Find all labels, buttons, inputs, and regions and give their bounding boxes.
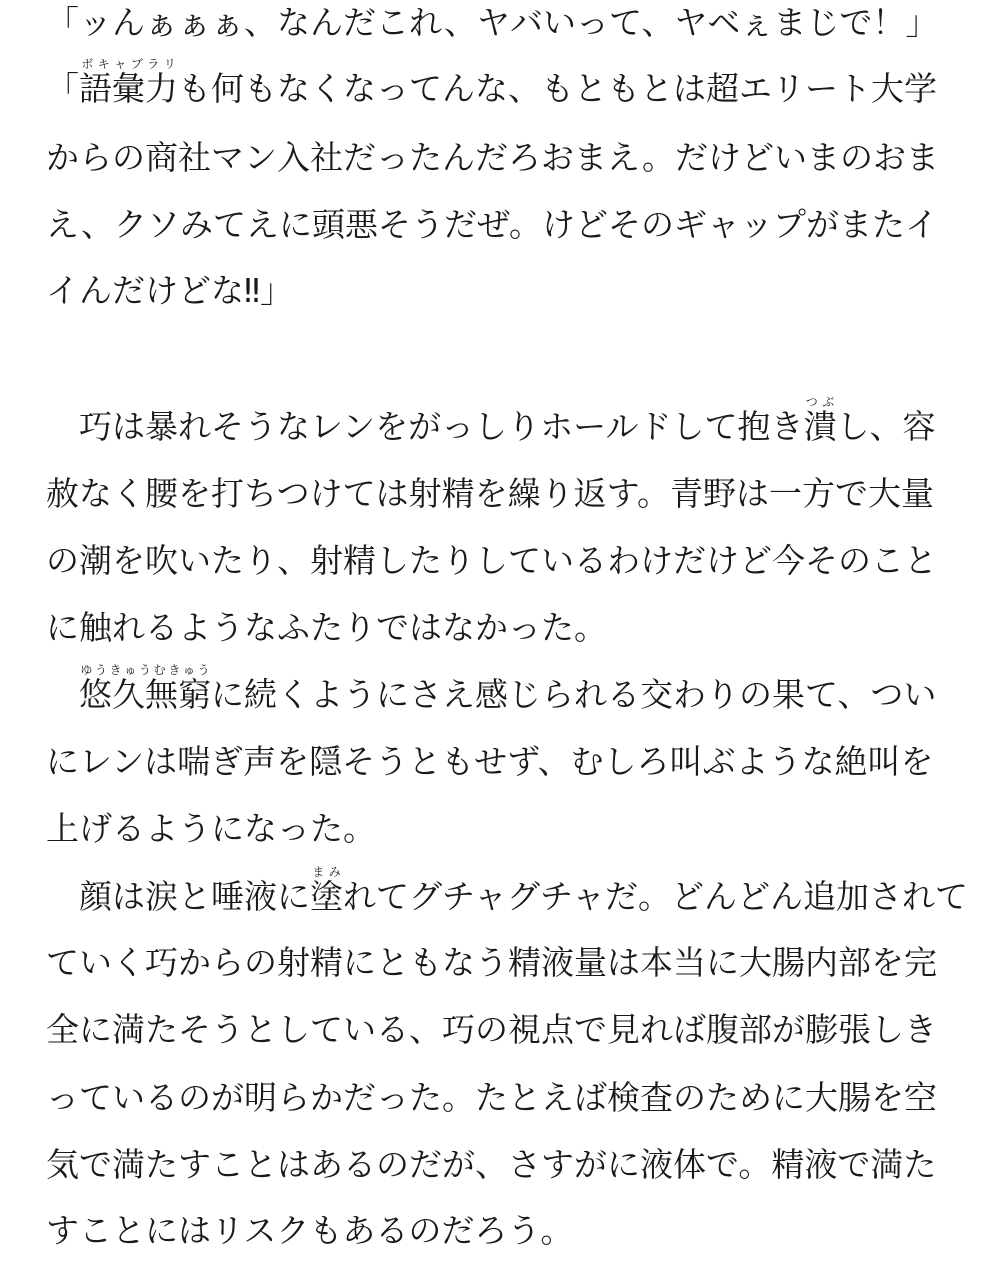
text-segment: れてグチャグチャだ。どんどん追加されて	[343, 877, 969, 916]
text-line: に触れるようなふたりではなかった。	[46, 608, 607, 647]
text-line: 全に満たそうとしている、巧の視点で見れば腹部が膨張しき	[46, 1010, 937, 1049]
ruby-annotation	[310, 865, 343, 916]
text-line: え、クソみてえに頭悪そうだぜ。けどそのギャップがまたイ	[46, 205, 938, 244]
text-line	[46, 56, 956, 122]
ruby-annotation	[79, 663, 211, 714]
text-segment: も何もなくなってんな、もともとは超エリート大学	[178, 69, 937, 108]
text-line: 「ッんぁぁぁ、なんだこれ、ヤバいって、ヤベぇまじで！」	[46, 3, 939, 42]
text-line: 上げるようになった。	[46, 809, 376, 848]
text-line: ていく巧からの射精にともなう精液量は本当に大腸内部を完	[46, 943, 937, 982]
text-line	[46, 662, 956, 728]
text-segment: 「	[46, 69, 79, 108]
ruby-base: 語彙力	[79, 69, 178, 108]
text-segment: 顔は涙と唾液に	[46, 877, 310, 916]
text-segment: に続くようにさえ感じられる交わりの果て、つい	[211, 675, 937, 714]
text-line	[46, 394, 956, 460]
text-segment	[46, 675, 79, 714]
ruby-base: 悠久無窮	[79, 675, 211, 714]
ruby-reading: つぶ	[803, 395, 837, 409]
text-line: すことにはリスクもあるのだろう。	[46, 1211, 574, 1250]
ruby-annotation	[79, 57, 178, 108]
ruby-reading: ボキャブラリ	[79, 57, 178, 71]
text-line: っているのが明らかだった。たとえば検査のために大腸を空	[46, 1078, 937, 1117]
text-line: からの商社マン入社だったんだろおまえ。だけどいまのおま	[46, 138, 939, 177]
text-segment: し、容	[836, 407, 936, 446]
text-line: にレンは喘ぎ声を隠そうともせず、むしろ叫ぶような絶叫を	[46, 742, 934, 781]
ruby-base: 塗	[310, 877, 343, 916]
text-line: 気で満たすことはあるのだが、さすがに液体で。精液で満た	[46, 1145, 937, 1184]
text-line: の潮を吹いたり、射精したりしているわけだけど今そのこと	[46, 541, 937, 580]
ruby-annotation	[803, 395, 837, 446]
text-line	[46, 864, 969, 930]
ruby-reading: ゆうきゅうむきゅう	[79, 663, 211, 677]
ruby-base: 潰	[803, 407, 837, 446]
text-line: 赦なく腰を打ちつけては射精を繰り返す。青野は一方で大量	[46, 474, 935, 513]
ruby-reading: まみ	[310, 865, 343, 879]
text-line: イんだけどな‼」	[46, 271, 294, 310]
text-segment: 巧は暴れそうなレンをがっしりホールドして抱き	[46, 407, 804, 446]
